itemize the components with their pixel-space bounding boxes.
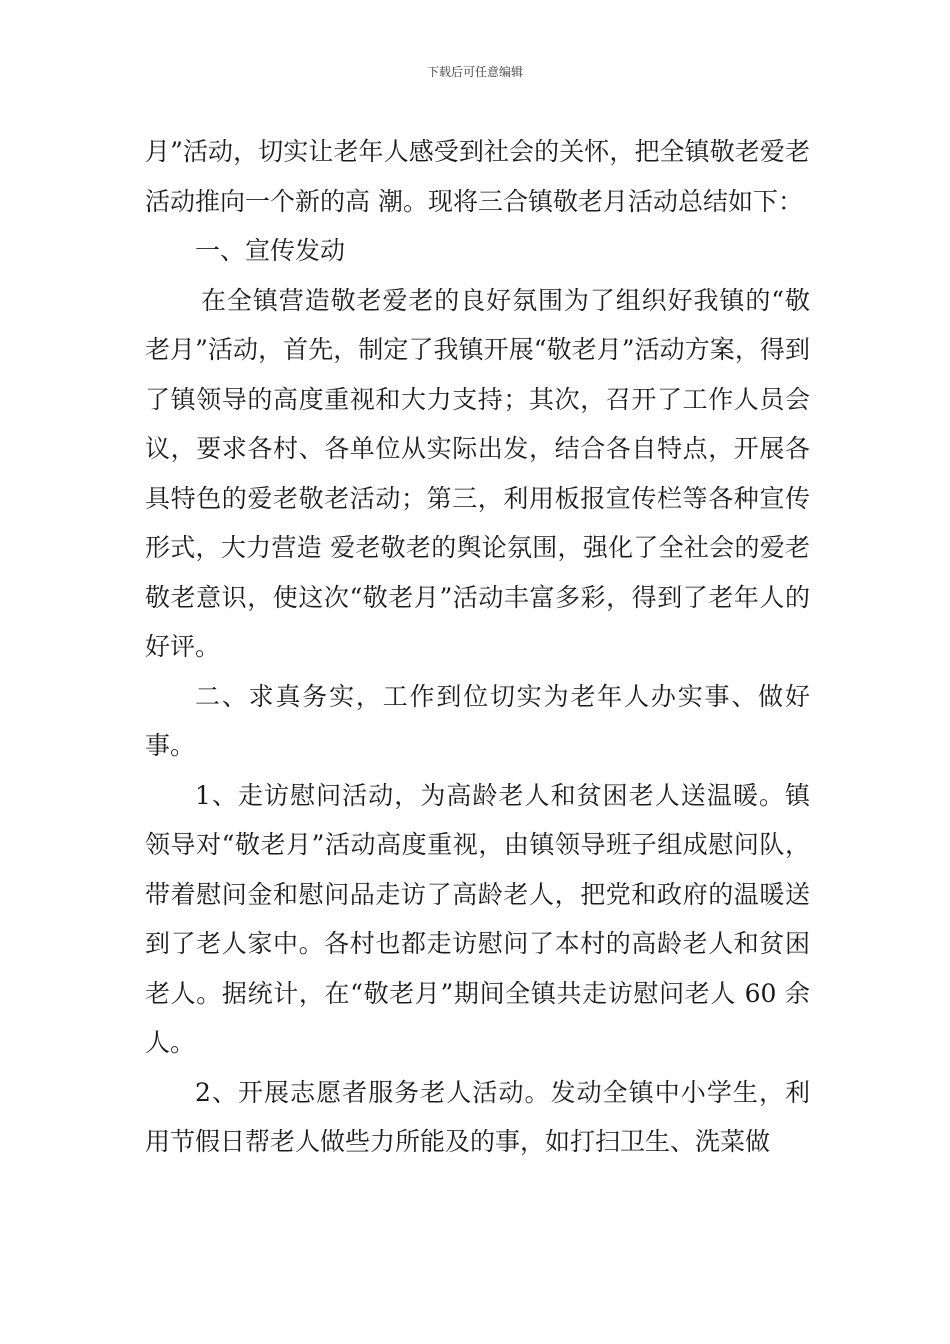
section-heading-practical-work: 二、求真务实，工作到位切实为老年人办实事、做好事。 [145,681,810,760]
paragraph-visits: 1、走访慰问活动，为高龄老人和贫困老人送温暖。镇领导对“敬老月”活动高度重视，由镇领导班子组成慰问队，带着慰问金和慰问品走访了高龄老人，把党和政府的温暖送到了老人家中。各村也都走访慰问了本村的高龄老人和贫困老人。据统计，在“敬老月”期间全镇共走访慰问老人 60 余人。 [145,780,810,1057]
page-header-note: 下载后可任意编辑 [426,65,523,79]
paragraph-volunteers: 2、开展志愿者服务老人活动。发动全镇中小学生，利用节假日帮老人做些力所能及的事，如打扫卫生、洗菜做 [145,1077,810,1156]
paragraph-publicity: 在全镇营造敬老爱老的良好氛围为了组织好我镇的“敬老月”活动，首先，制定了我镇开展“敬老月”活动方案，得到了镇领导的高度重视和大力支持；其次，召开了工作人员会议，要求各村、各单位从实际出发，结合各自特点，开展各具特色的爱老敬老活动；第三，利用板报宣传栏等各种宣传形式，大力营造 爱老敬老的舆论氛围，强化了全社会的爱老敬老意识，使这次“敬老月”活动丰富多彩，得到了老年人的好评。 [145,285,810,661]
paragraph-intro-continuation: 月”活动，切实让老年人感受到社会的关怀，把全镇敬老爱老活动推向一个新的高 潮。现将三合镇敬老月活动总结如下： [145,137,810,216]
document-body [145,127,810,1167]
section-heading-publicity: 一、宣传发动 [195,236,346,265]
